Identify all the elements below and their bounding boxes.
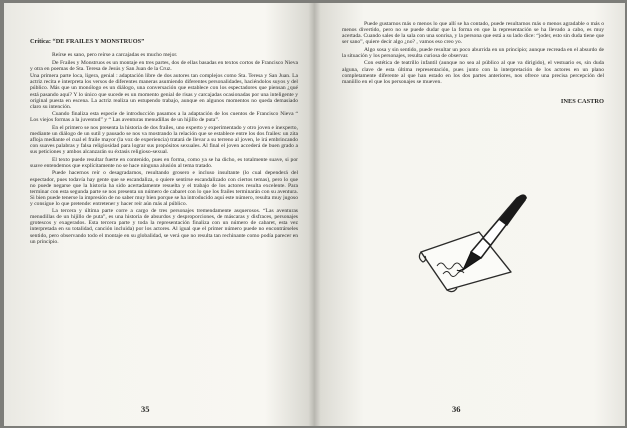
paragraph: Reírse es sano, pero reírse a carcajadas es mucho mejor.	[52, 52, 178, 59]
page-number: 35	[141, 404, 150, 414]
book-spread	[4, 3, 625, 426]
paragraph: El texto puede resultar fuerte en contenido, pues en forma, como ya se ha dicho, es totalmente suave, si por suave entendemos que explícitamente no se hace ninguna alusión al tema tratado.	[30, 156, 298, 169]
paragraph: En el primero se nos presenta la historia de dos frailes, uno experto y experimentado y otro joven e inexperto, mediante un diálogo de un sutil y pausado se nos va mostrando la relación que se establece entre los dos frailes: un zita afloja mediante el cual el fraile mayor (la voz de experiencia) tratará de llevar a su terreno al joven, le irá embrincando con suaves palabras y falsa religiosidad para lograr sus propósitos sexuales. Al final el joven accederá de buen grado a sus peticiones y ambos alcanzarán su éxtasis religioso-sexual.	[30, 124, 298, 156]
right-page	[315, 3, 625, 426]
paragraph: Cuando finaliza esta especie de introducción pasamos a la adaptación de los cuentos de Francisco Nieva “ Los viejos formas a la juventud” y “ Las aventuras menudillas de un hijillo de puta”.	[30, 111, 298, 124]
left-page	[4, 3, 314, 426]
right-text-column	[342, 21, 604, 105]
paragraph: De Frailes y Monstruos es un montaje en tres partes, dos de ellas basadas en textos cortos de Francisco Nieva y otra en poemas de Sta. Teresa de Jesús y San Juan de la Cruz.	[30, 59, 298, 72]
page-number: 36	[452, 404, 461, 414]
paragraph: Una primera parte loca, ligera, genial : adaptación libre de dos autores tan complejos como Sta. Teresa y San Juan. La actriz recita e interpreta los versos de diferentes maneras asumiendo diferentes personalidades, haciéndolos suyos y del público. Más que un monólogo es un diálogo, una conversación que establece con los espectadores que piensan ¿qué está pasando aquí? Y lo único que sucede es un momento genial de risas y carcajadas ocasionadas por una inteligente y original puesta en escena. La actriz realiza un estupendo trabajo, aunque en algunos momentos no queda demasiado claro su intención.	[30, 73, 298, 110]
paragraph: Algo sosa y sin sentido, puede resultar un poco aburrida en un principio; aunque recreada en el absurdo de la situación y los personajes, resulta curiosa de observar.	[342, 46, 604, 59]
paragraph: La tercera y última parte corre a cargo de tres personajes tremendamente asquerosos. “Las aventuras menudillas de un hijillo de puta”, es una historia de absurdos y desproporciones, de máscaras y disfraces, personajes grotescos y exagerados. Esta tercera parte y toda la representación finaliza con un número de cabaret, esta vez interpretada en su totalidad, canción incluida) por los actores. Al igual que el primer número puede no encontrárseles sentido, pero observando todo el montaje en su globalidad, se verá que no resulta tan rechinante como podía parecer en un principio.	[30, 208, 298, 245]
left-text-column	[30, 39, 298, 246]
article-heading: Crítica: “DE FRAILES Y MONSTRUOS”	[30, 38, 145, 45]
paragraph: Con estética de teatrillo infantil (aunque no sea al público al que va dirigido), el vestuario es, sin duda alguna, clave de esta última representación, pues junto con la interpretación de los actores en un plano completamente diferente al que han estado en los dos partes anteriores, nos ofrece una precisa percepción del maniillo en el que los personajes se mueven.	[342, 60, 604, 85]
author-signature: INES CASTRO	[560, 97, 604, 105]
paragraph: Puede hacernos reír o desagradarnos, resultando grosero e incluso insultante (lo cual dependerá del espectador, pues todavía hay gente que se escandaliza, o quiere sentirse escandalizado con ciertos temas), pero lo que no puede negarse que la historia ha sido acertadamente resuelta y el trabajo de los actores resulta excelente. Para terminar con esta segunda parte se nos presenta un número de cabaret con lo que los frailes terminarán con su aventura. Si bien puede tenerse la impresión de no saber muy bien porque se ha introducido aquí este número, resulta muy jugoso y consigue lo que pretende: entretener y hacer reír aún más al público.	[30, 170, 298, 207]
paragraph: Puede gustarnos más o menos lo que allí se ha contado, puede resultarnos más o menos agradable o más o menos divertido, pero no se puede dudar que la forma en que la representación se ha llevado a cabo, es muy acertada. Cuando sales de la sala con una sonrisa, y la persona que está a su lado dice: “joder, esto sin duda tiene que ser sano”, quiere decir algo ¿no? , vamos eso creo yo.	[342, 21, 604, 46]
fountain-pen-illustration	[413, 186, 531, 296]
